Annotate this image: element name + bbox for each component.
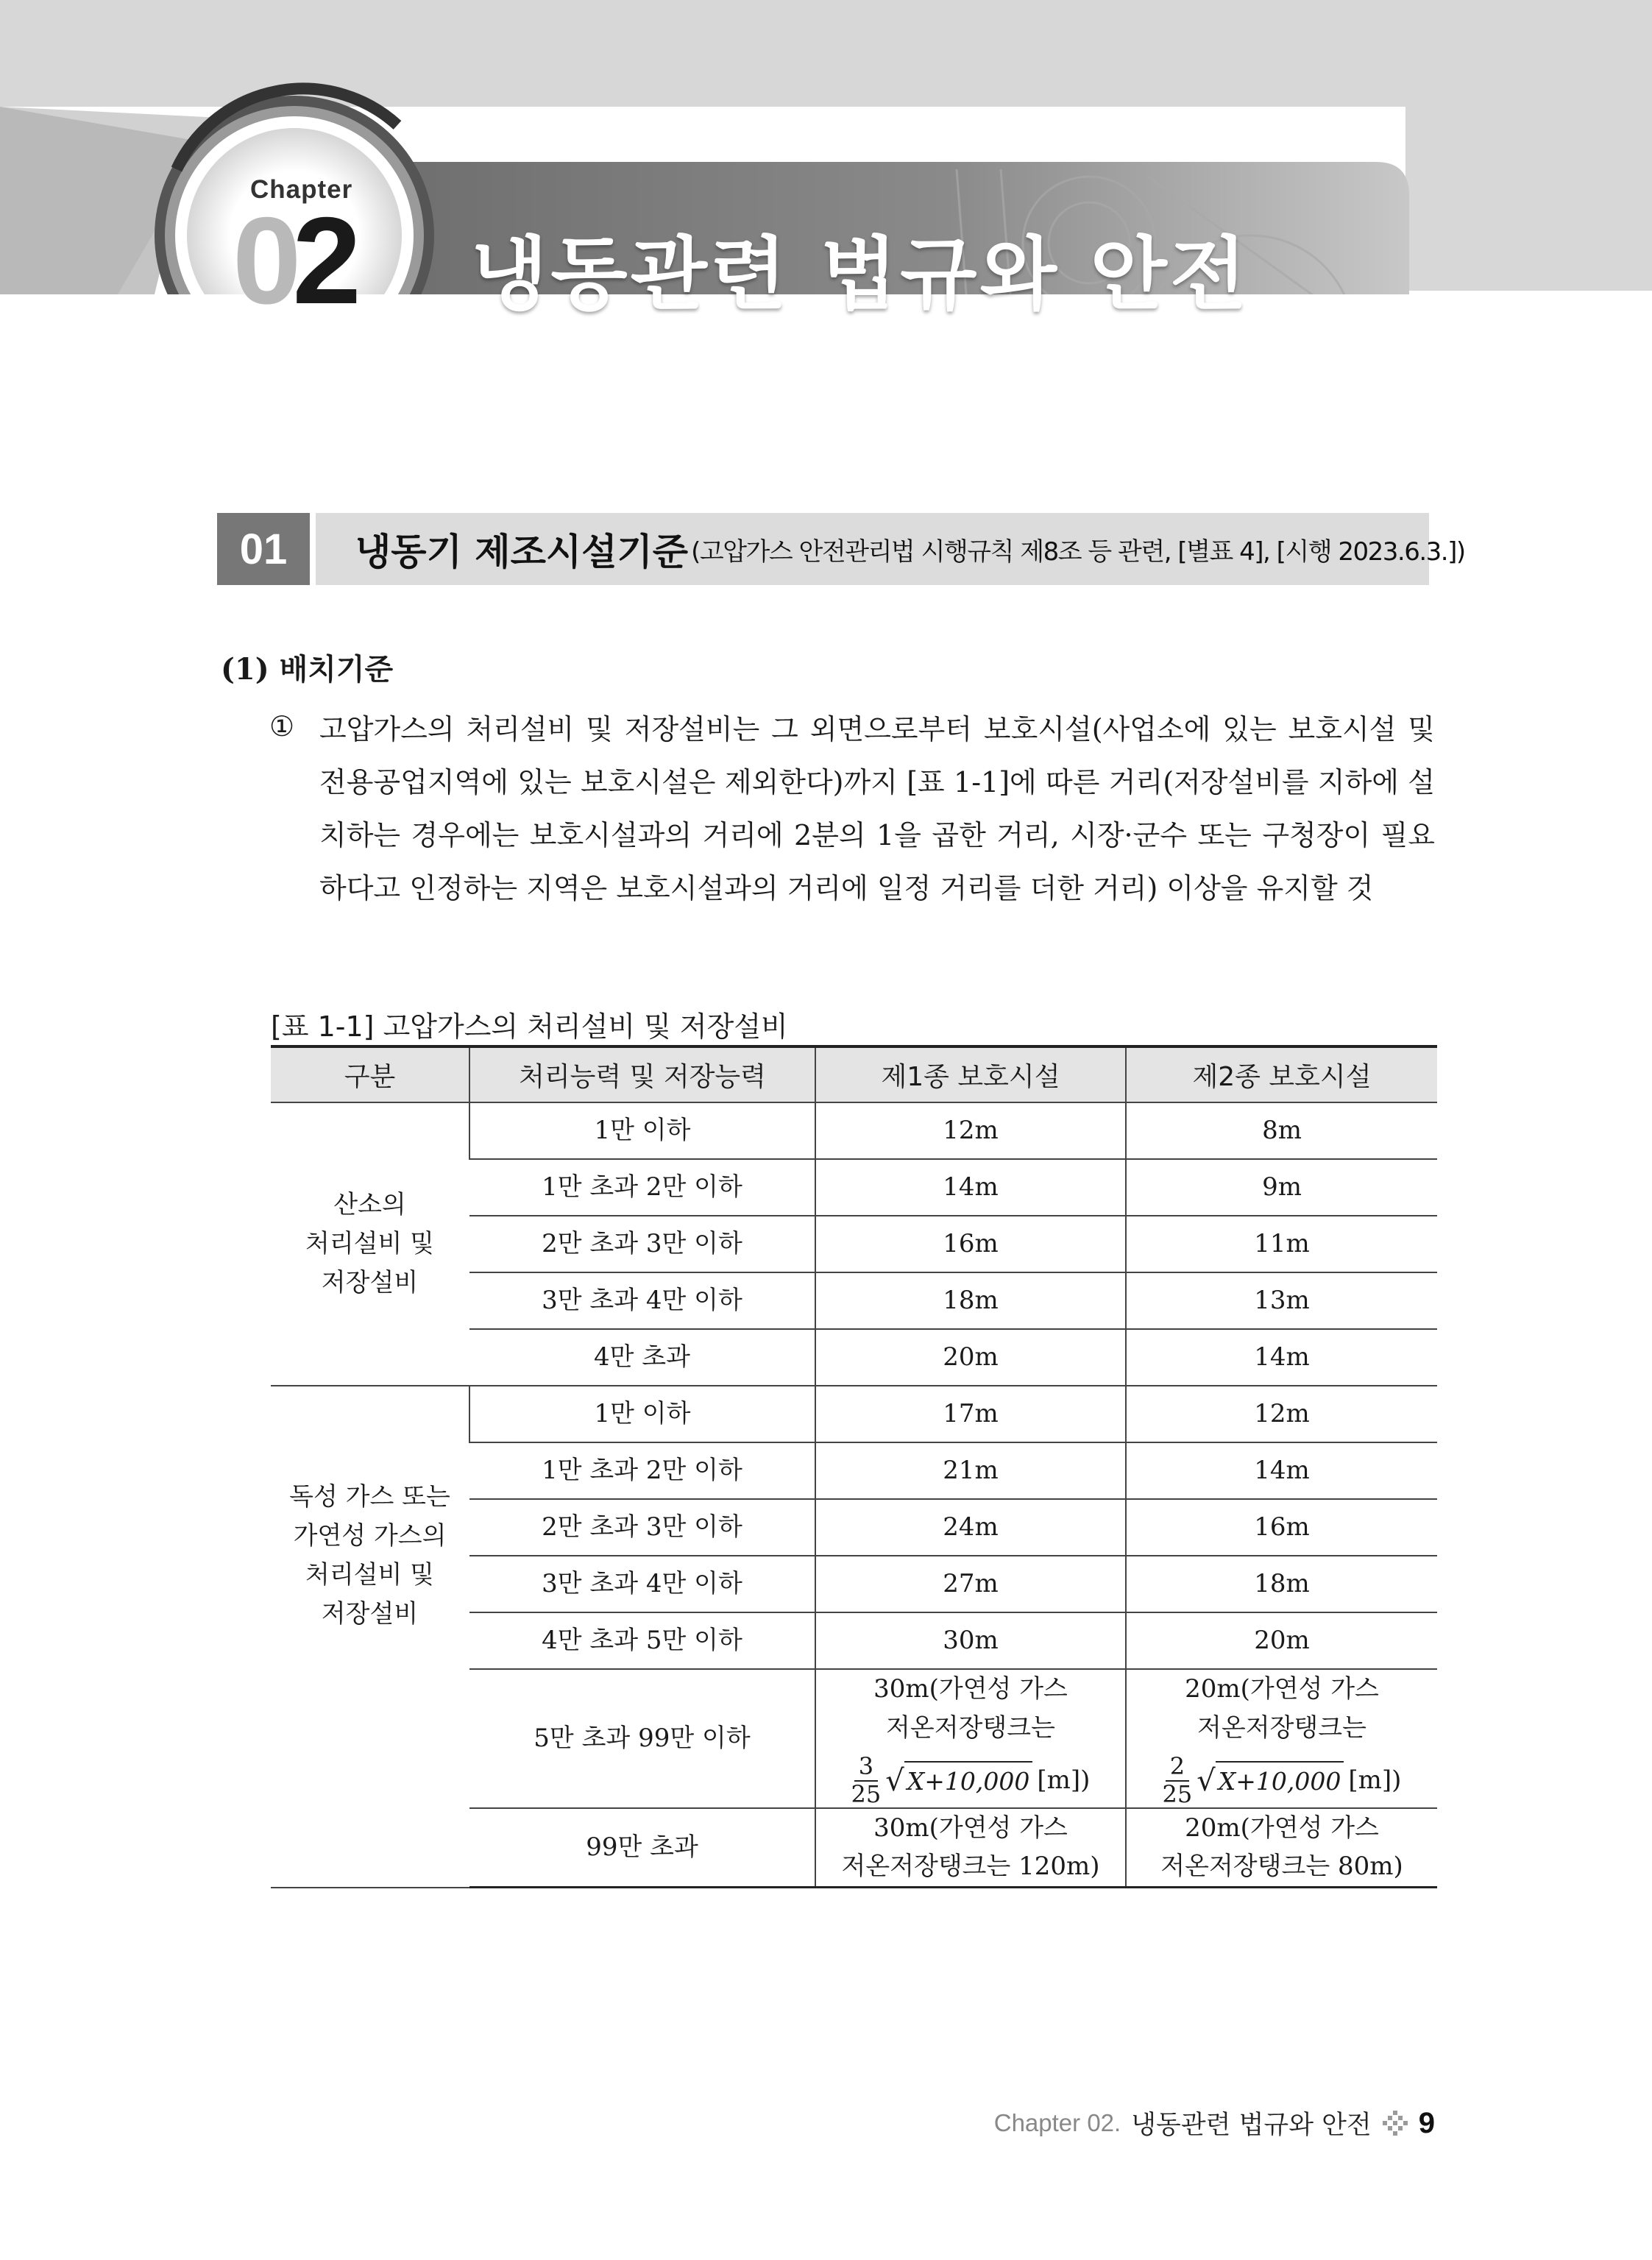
class2-line2: 저온저장탱크는 xyxy=(1197,1712,1366,1743)
table-row xyxy=(271,1102,1437,1159)
capacity-cell: 2만 초과 3만 이하 xyxy=(469,1499,815,1556)
class1-formula-cell xyxy=(815,1669,1126,1808)
class1-cell: 17m xyxy=(815,1386,1126,1442)
footer-chapter: Chapter 02. xyxy=(993,2109,1121,2136)
class2-formula-cell xyxy=(1126,1669,1437,1808)
capacity-cell: 3만 초과 4만 이하 xyxy=(469,1272,815,1329)
class2-cell: 16m xyxy=(1126,1499,1437,1556)
class2-cell: 12m xyxy=(1126,1386,1437,1442)
table-header-row xyxy=(271,1046,1437,1102)
class2-cell: 9m xyxy=(1126,1159,1437,1216)
class1-line2: 저온저장탱크는 xyxy=(886,1712,1055,1743)
class2-cell: 8m xyxy=(1126,1102,1437,1159)
class2-line1: 20m(가연성 가스 xyxy=(1185,1813,1379,1843)
subsection-heading: (1) 배치기준 xyxy=(221,652,394,687)
class2-cell: 13m xyxy=(1126,1272,1437,1329)
capacity-cell: 4만 초과 xyxy=(469,1329,815,1386)
square-root xyxy=(885,1758,1032,1804)
class2-cell: 14m xyxy=(1126,1442,1437,1499)
capacity-cell: 1만 이하 xyxy=(469,1102,815,1159)
section-title: 냉동기 제조시설기준 xyxy=(355,531,689,573)
class1-line2: 저온저장탱크는 120m) xyxy=(841,1852,1100,1882)
chapter-title: 냉동관련 법규와 안전 xyxy=(471,229,1250,321)
capacity-cell: 3만 초과 4만 이하 xyxy=(469,1556,815,1612)
class1-formula xyxy=(851,1754,1091,1807)
class1-cell: 14m xyxy=(815,1159,1126,1216)
class2-cell: 20m xyxy=(1126,1612,1437,1669)
class1-cell: 16m xyxy=(815,1216,1126,1272)
class2-cell: 11m xyxy=(1126,1216,1437,1272)
page-number: 9 xyxy=(1418,2106,1435,2139)
capacity-cell: 99만 초과 xyxy=(469,1808,815,1888)
footer-title: 냉동관련 법규와 안전 xyxy=(1131,2111,1372,2140)
fraction-numerator: 2 xyxy=(1166,1754,1189,1781)
dot-pattern-icon xyxy=(1382,2110,1408,2136)
page-footer xyxy=(994,2105,1435,2142)
class2-formula xyxy=(1163,1754,1402,1807)
radical-sign-icon: √ xyxy=(1197,1763,1216,1798)
header-capacity: 처리능력 및 저장능력 xyxy=(469,1046,815,1102)
group-label-oxygen: 산소의 처리설비 및 저장설비 xyxy=(271,1102,469,1386)
class2-cell: 14m xyxy=(1126,1329,1437,1386)
header-category: 구분 xyxy=(271,1046,469,1102)
class1-cell: 24m xyxy=(815,1499,1126,1556)
chapter-number-first-digit: 0 xyxy=(233,191,293,330)
header-class1: 제1종 보호시설 xyxy=(815,1046,1126,1102)
table-row xyxy=(271,1386,1437,1442)
chapter-number-second-digit: 2 xyxy=(292,191,352,330)
class2-fraction xyxy=(1163,1754,1193,1807)
class2-cell xyxy=(1126,1808,1437,1888)
group-label-toxic-flammable: 독성 가스 또는 가연성 가스의 처리설비 및 저장설비 xyxy=(271,1386,469,1888)
chapter-number xyxy=(233,191,352,330)
section-title-bar xyxy=(316,513,1465,585)
class1-cell: 20m xyxy=(815,1329,1126,1386)
radicand: X+10,000 xyxy=(1216,1761,1344,1800)
paragraph-marker: ① xyxy=(269,710,295,743)
class1-cell: 30m xyxy=(815,1612,1126,1669)
distance-table xyxy=(271,1045,1437,1888)
capacity-cell: 4만 초과 5만 이하 xyxy=(469,1612,815,1669)
class1-fraction xyxy=(851,1754,882,1807)
class1-line1: 30m(가연성 가스 xyxy=(873,1674,1068,1704)
chapter-label: Chapter xyxy=(250,175,353,204)
radicand: X+10,000 xyxy=(904,1761,1033,1800)
formula-unit: [m]) xyxy=(1037,1765,1091,1796)
capacity-cell: 5만 초과 99만 이하 xyxy=(469,1669,815,1808)
capacity-cell: 1만 이하 xyxy=(469,1386,815,1442)
header-class2: 제2종 보호시설 xyxy=(1126,1046,1437,1102)
paragraph-text: 고압가스의 처리설비 및 저장설비는 그 외면으로부터 보호시설(사업소에 있는 보호시설 및 전용공업지역에 있는 보호시설은 제외한다)까지 [표 1-1]에 따른 거리(저장설비를 지하에 설치하는 경우에는 보호시설과의 거리에 2분의 1을 곱한 거리, 시장·군수 또는 구청장이 필요하다고 인정하는 지역은 보호시설과의 거리에 일정 거리를 더한 거리) 이상을 유지할 것 xyxy=(319,713,1435,904)
class2-line1: 20m(가연성 가스 xyxy=(1185,1674,1379,1704)
square-root xyxy=(1197,1758,1344,1804)
class2-line2: 저온저장탱크는 80m) xyxy=(1160,1852,1403,1882)
radical-sign-icon: √ xyxy=(885,1763,904,1798)
class1-cell: 27m xyxy=(815,1556,1126,1612)
table-caption: [표 1-1] 고압가스의 처리설비 및 저장설비 xyxy=(271,1010,788,1043)
fraction-denominator: 25 xyxy=(1162,1779,1193,1808)
fraction-denominator: 25 xyxy=(851,1779,882,1808)
capacity-cell: 2만 초과 3만 이하 xyxy=(469,1216,815,1272)
capacity-cell: 1만 초과 2만 이하 xyxy=(469,1159,815,1216)
fraction-numerator: 3 xyxy=(854,1754,878,1781)
class1-cell: 12m xyxy=(815,1102,1126,1159)
class1-line1: 30m(가연성 가스 xyxy=(873,1813,1068,1843)
class1-cell: 21m xyxy=(815,1442,1126,1499)
class1-cell: 18m xyxy=(815,1272,1126,1329)
class1-cell xyxy=(815,1808,1126,1888)
formula-unit: [m]) xyxy=(1348,1765,1402,1796)
section-subtitle: (고압가스 안전관리법 시행규칙 제8조 등 관련, [별표 4], [시행 2023.6.3.]) xyxy=(691,536,1465,567)
class2-cell: 18m xyxy=(1126,1556,1437,1612)
capacity-cell: 1만 초과 2만 이하 xyxy=(469,1442,815,1499)
section-number: 01 xyxy=(217,513,310,585)
